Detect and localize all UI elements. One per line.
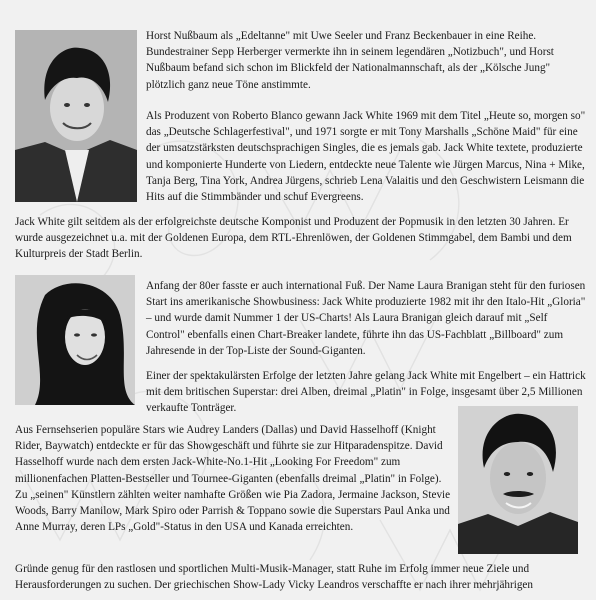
paragraph-5: Einer der spektakulärsten Erfolge der letzten Jahre gelang Jack White mit Engelbert – ein Hattrick mit dem britischen Superstar: drei Alben, dreimal „Platin" in Folge, insgesamt über 2,5 Millionen verkaufte Tonträger. (146, 370, 586, 415)
paragraph-2: Als Produzent von Roberto Blanco gewann Jack White 1969 mit dem Titel „Heute so, morgen so" das „Deutsche Schlagerfestival", und 1971 sorgte er mit Tony Marshalls „Schöne Maid" für eine der umsatzstärksten deutschsprachigen Singles, die es jemals gab. Jack White textete, produzierte und komponierte Hunderte von Liedern, entdeckte neue Talente wie Jürgen Marcus, Nina + Mike, Tanja Berg, Tina York, Andrea Jürgens, schrieb Lena Valaitis und den Geschwistern Leismann die Hits auf die Stimmbänder und schuf Evergreens. (146, 110, 586, 204)
paragraph-1: Horst Nußbaum als „Edeltanne" mit Uwe Seeler und Franz Beckenbauer in eine Reihe. Bundestrainer Sepp Herberger vermerkte ihn in seinem legendären „Notizbuch", und Horst Nußbaum befand sich schon im Blickfeld der Nationalmannschaft, als der „Kölsche Jung" plötzlich ganz neue Töne anstimmte. (146, 30, 554, 91)
photo-horst-nussbaum-portrait (15, 30, 137, 202)
photo-laura-branigan-portrait (15, 275, 135, 405)
paragraph-7: Gründe genug für den rastlosen und sportlichen Multi-Musik-Manager, statt Ruhe im Erfolg immer neue Ziele und Herausforderungen zu suchen. Der griechischen Show-Lady Vicky Leandros verschaffte er nach ihrer mehrjährigen (15, 563, 533, 592)
photo-jack-white-portrait (458, 406, 578, 554)
paragraph-6: Aus Fernsehserien populäre Stars wie Audrey Landers (Dallas) und David Hasselhoff (Knight Rider, Baywatch) entdeckte er für das Showgeschäft und führte sie zur Hitparadenspitze. David Hasselhoff wurde nach dem ersten Jack-White-No.1-Hit „Looking For Freedom" zum millionenfachen Platten-Bestseller und Tournee-Giganten (ebenfalls dreimal „Platin" in Folge). Zu „seinen" Künstlern zählten weiter namhafte Größen wie Pia Zadora, Jermaine Jackson, Stevie Woods, Barry Manilow, Mark Spiro oder Parrish & Toppano sowie die Superstars Paul Anka und Anne Murray, deren LPs „Gold"-Status in den USA und Kanada erreichten. (15, 424, 451, 534)
paragraph-4: Anfang der 80er fasste er auch international Fuß. Der Name Laura Branigan steht für den furiosen Start ins amerikanische Showbusiness: Jack White produzierte 1982 mit ihr den Italo-Hit „Gloria" – und wurde damit Nummer 1 der US-Charts! Als Laura Branigan gleich darauf mit „Self Control" ebenfalls einen Chart-Breaker landete, führte ihn das US-Fachblatt „Billboard" zum Jahresende in der Top-Liste der Sound-Giganten. (146, 280, 586, 357)
paragraph-3: Jack White gilt seitdem als der erfolgreichste deutsche Komponist und Produzent der Popmusik in den letzten 30 Jahren. Er wurde ausgezeichnet u.a. mit der Goldenen Europa, dem RTL-Ehrenlöwen, der Goldenen Stimmgabel, dem Bambi und dem Kulturpreis der Stadt Berlin. (15, 216, 572, 261)
